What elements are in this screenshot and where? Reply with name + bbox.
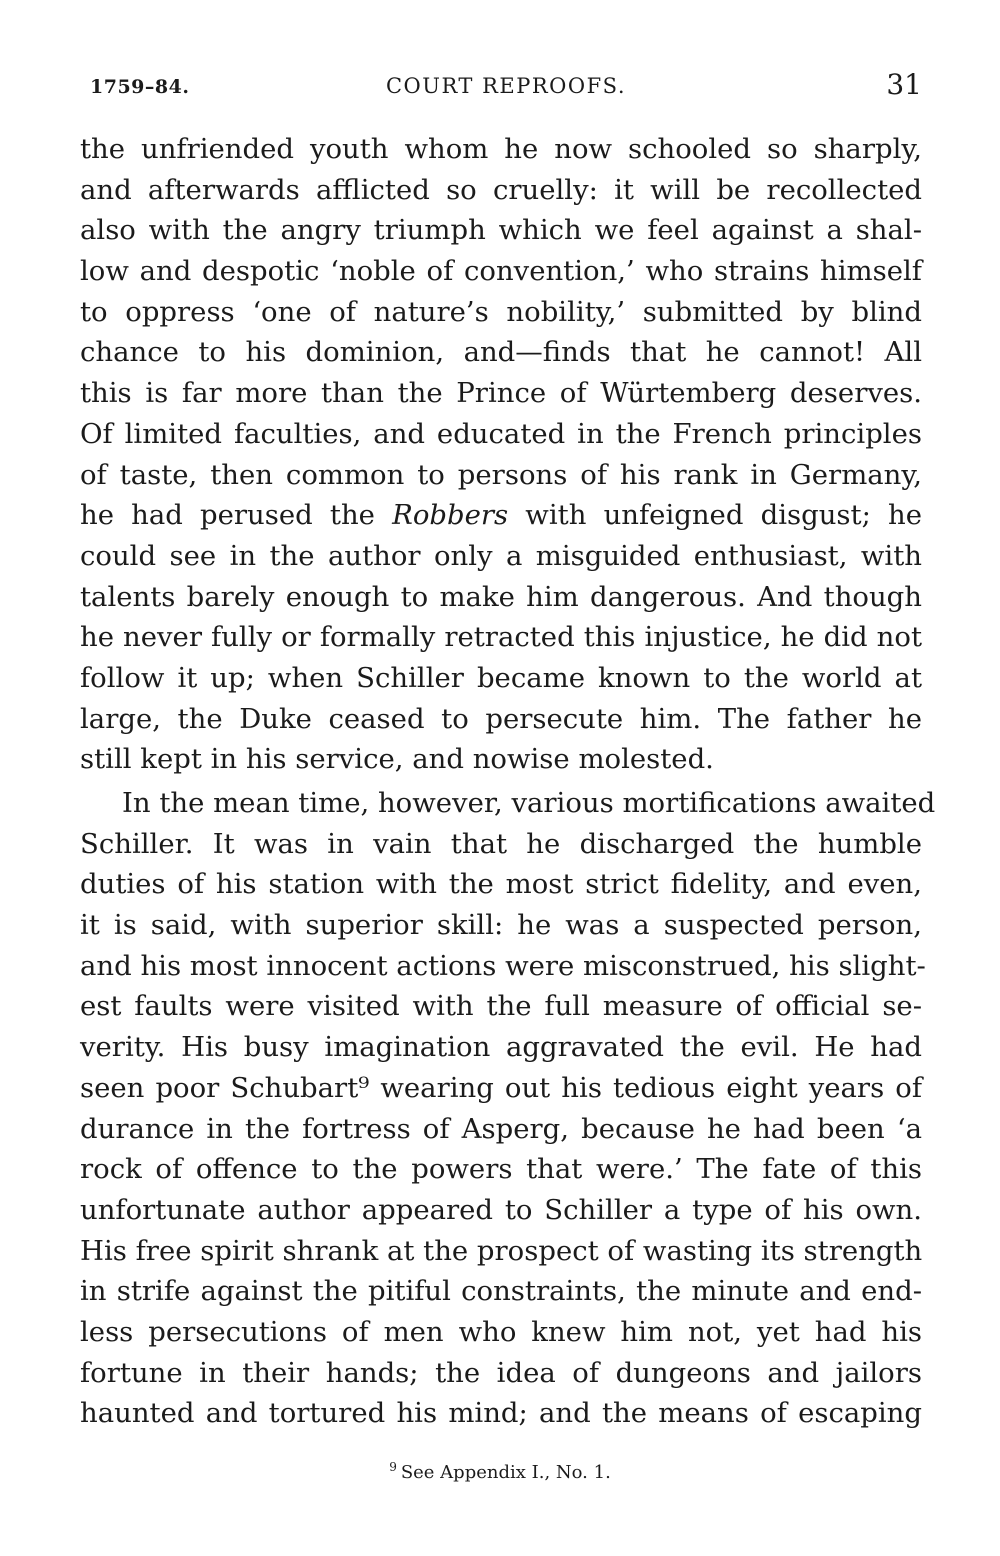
text-line: unfortunate author appeared to Schiller a type of his own. (80, 1193, 922, 1226)
text-line: of taste, then common to persons of his rank in Germany, (80, 458, 922, 491)
text-line: he never fully or formally retracted this injustice, he did not (80, 621, 922, 654)
text-line: still kept in his service, and nowise molested. (80, 743, 714, 776)
text-line: this is far more than the Prince of Würtemberg deserves. (80, 377, 922, 410)
text-line: duties of his station with the most strict fidelity, and even, (80, 868, 922, 901)
footnote (0, 1460, 1000, 1483)
text-line: follow it up; when Schiller became known to the world at (80, 661, 922, 694)
text-line: chance to his dominion, and—finds that he cannot! All (80, 336, 922, 369)
text-line: verity. His busy imagination aggravated the evil. He had (80, 1031, 922, 1064)
footnote-mark: 9 (389, 1460, 397, 1474)
running-head-years: 1759–84. (90, 76, 190, 98)
text-line: His free spirit shrank at the prospect of wasting its strength (80, 1234, 923, 1267)
text-line: seen poor Schubart⁹ wearing out his tedious eight years of (80, 1071, 922, 1104)
text-line: the unfriended youth whom he now schooled so sharply, (80, 133, 922, 165)
running-head (90, 66, 922, 106)
text-line: to oppress ‘one of nature’s nobility,’ submitted by blind (80, 295, 922, 328)
text-line: fortune in their hands; the idea of dungeons and jailors (80, 1356, 922, 1389)
text-line: Schiller. It was in vain that he discharged the humble (80, 827, 922, 860)
footnote-text: See Appendix I., No. 1. (400, 1462, 611, 1483)
text-line: and afterwards afflicted so cruelly: it will be recollected (80, 173, 922, 206)
text-line: in strife against the pitiful constraints, the minute and end- (80, 1275, 922, 1308)
book-title-italic: Robbers (392, 499, 509, 532)
paragraph-2 (80, 783, 936, 1434)
text-line: and his most innocent actions were misconstrued, his slight- (80, 949, 926, 982)
text-line: Of limited faculties, and educated in the French principles (80, 417, 922, 450)
text-line: could see in the author only a misguided enthusiast, with (80, 539, 922, 572)
running-head-title: COURT REPROOFS. (385, 74, 626, 98)
text-line: rock of offence to the powers that were.’ The fate of this (80, 1153, 922, 1186)
text-line: also with the angry triumph which we feel against a shal- (80, 214, 922, 247)
text-line: low and despotic ‘noble of convention,’ who strains himself (80, 255, 922, 288)
text-line: est faults were visited with the full measure of official se- (80, 990, 922, 1023)
paragraph-1 (80, 129, 922, 780)
text-line: talents barely enough to make him dangerous. And though (80, 580, 922, 613)
text-line: he had perused the Robbers with unfeigned disgust; he (80, 499, 922, 532)
body-text (80, 129, 936, 1434)
text-line: it is said, with superior skill: he was a suspected person, (80, 909, 922, 942)
text-line: In the mean time, however, various mortifications awaited (122, 787, 936, 819)
text-line: less persecutions of men who knew him not, yet had his (80, 1315, 922, 1348)
text-line: durance in the fortress of Asperg, because he had been ‘a (80, 1112, 922, 1145)
text-line: haunted and tortured his mind; and the means of escaping (80, 1397, 922, 1430)
text-line: large, the Duke ceased to persecute him. The father he (80, 702, 922, 735)
page-number: 31 (886, 68, 922, 101)
